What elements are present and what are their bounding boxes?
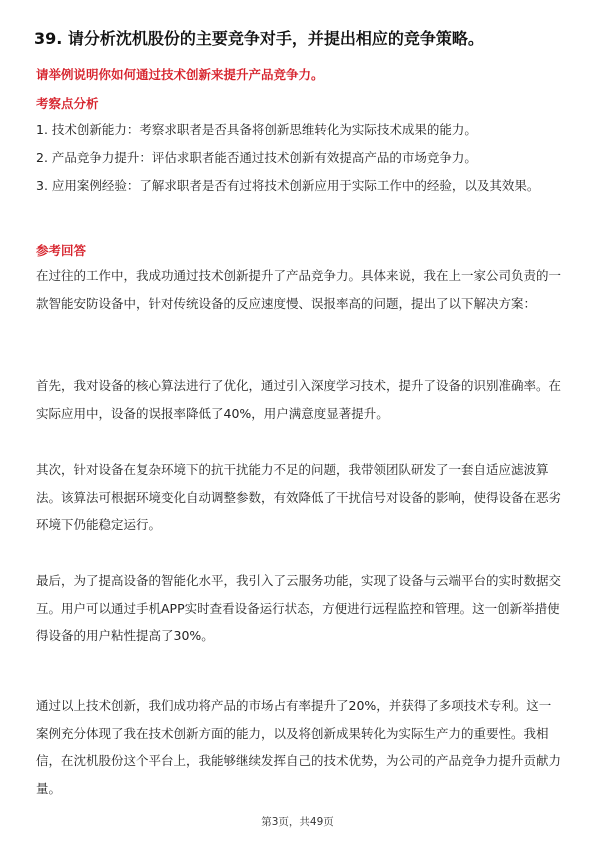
analysis-point-3: 3. 应用案例经验：了解求职者是否有过将技术创新应用于实际工作中的经验，以及其效果。 [36, 178, 540, 193]
analysis-heading: 考察点分析 [36, 96, 99, 111]
question-title: 39. 请分析沈机股份的主要竞争对手，并提出相应的竞争策略。 [34, 29, 484, 48]
answer-paragraph-3: 其次，针对设备在复杂环境下的抗干扰能力不足的问题，我带领团队研发了一套自适应滤波算法。该算法可根据环境变化自动调整参数，有效降低了干扰信号对设备的影响，使得设备在恶劣环境下仍能稳定运行。 [36, 462, 562, 532]
answer-paragraph-4: 最后，为了提高设备的智能化水平，我引入了云服务功能，实现了设备与云端平台的实时数据交互。用户可以通过手机APP实时查看设备运行状态，方便进行远程监控和管理。这一创新举措使得设备的用户粘性提高了30%。 [36, 573, 562, 643]
answer-paragraph-1: 在过往的工作中，我成功通过技术创新提升了产品竞争力。具体来说，我在上一家公司负责的一款智能安防设备中，针对传统设备的反应速度慢、误报率高的问题，提出了以下解决方案： [36, 268, 562, 311]
sub-question: 请举例说明你如何通过技术创新来提升产品竞争力。 [36, 67, 324, 82]
answer-paragraph-2: 首先，我对设备的核心算法进行了优化，通过引入深度学习技术，提升了设备的识别准确率。在实际应用中，设备的误报率降低了40%，用户满意度显著提升。 [36, 378, 562, 421]
analysis-point-2: 2. 产品竞争力提升：评估求职者能否通过技术创新有效提高产品的市场竞争力。 [36, 150, 477, 165]
page-footer: 第3页，共49页 [261, 816, 334, 828]
analysis-point-1: 1. 技术创新能力：考察求职者是否具备将创新思维转化为实际技术成果的能力。 [36, 122, 477, 137]
answer-paragraph-5: 通过以上技术创新，我们成功将产品的市场占有率提升了20%，并获得了多项技术专利。这一案例充分体现了我在技术创新方面的能力，以及将创新成果转化为实际生产力的重要性。我相信，在沈机股份这个平台上，我能够继续发挥自己的技术优势，为公司的产品竞争力提升贡献力量。 [36, 698, 562, 796]
answer-heading: 参考回答 [36, 243, 87, 258]
